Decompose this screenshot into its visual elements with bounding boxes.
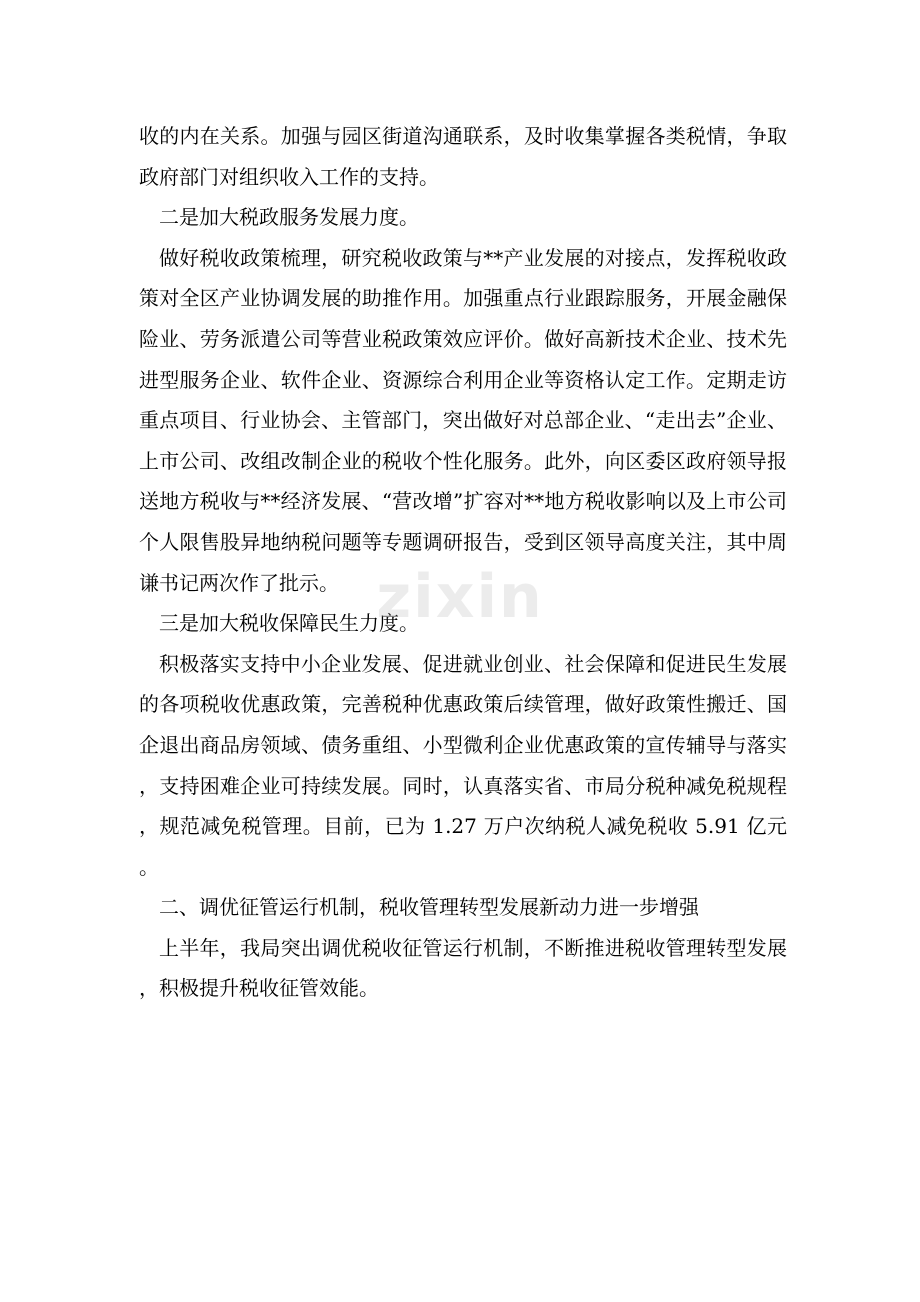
paragraph-livelihood: 积极落实支持中小企业发展、促进就业创业、社会保障和促进民生发展的各项税收优惠政策，完善税种优惠政策后续管理，做好政策性搬迁、国企退出商品房领域、债务重组、小型微利企业优惠政策的宣传辅导与落实，支持困难企业可持续发展。同时，认真落实省、市局分税种减免税规程，规范减免税管理。目前，已为 1.27 万户次纳税人减免税收 5.91 亿元。 xyxy=(139,651,787,879)
paragraph-tax-service: 做好税收政策梳理，研究税收政策与**产业发展的对接点，发挥税收政策对全区产业协调发展的助推作用。加强重点行业跟踪服务，开展金融保险业、劳务派遣公司等营业税政策效应评价。做好高新技术企业、技术先进型服务企业、软件企业、资源综合利用企业等资格认定工作。定期走访重点项目、行业协会、主管部门，突出做好对总部企业、“走出去”企业、上市公司、改组改制企业的税收个性化服务。此外，向区委区政府领导报送地方税收与**经济发展、“营改增”扩容对**地方税收影响以及上市公司个人限售股异地纳税问题等专题调研报告，受到区领导高度关注，其中周谦书记两次作了批示。 xyxy=(139,245,787,595)
paragraph-continuation: 收的内在关系。加强与园区街道沟通联系，及时收集掌握各类税情，争取政府部门对组织收入工作的支持。 xyxy=(139,124,787,189)
watermark: zixin xyxy=(376,562,544,632)
subheading-tax-service: 二是加大税政服务发展力度。 xyxy=(159,205,419,230)
subheading-livelihood: 三是加大税收保障民生力度。 xyxy=(159,611,419,636)
paragraph-collection-mechanism: 上半年，我局突出调优税收征管运行机制，不断推进税收管理转型发展，积极提升税收征管效能。 xyxy=(139,935,787,1001)
document-body xyxy=(139,116,787,1009)
section-heading-collection-mechanism: 二、调优征管运行机制，税收管理转型发展新动力进一步增强 xyxy=(159,895,699,920)
